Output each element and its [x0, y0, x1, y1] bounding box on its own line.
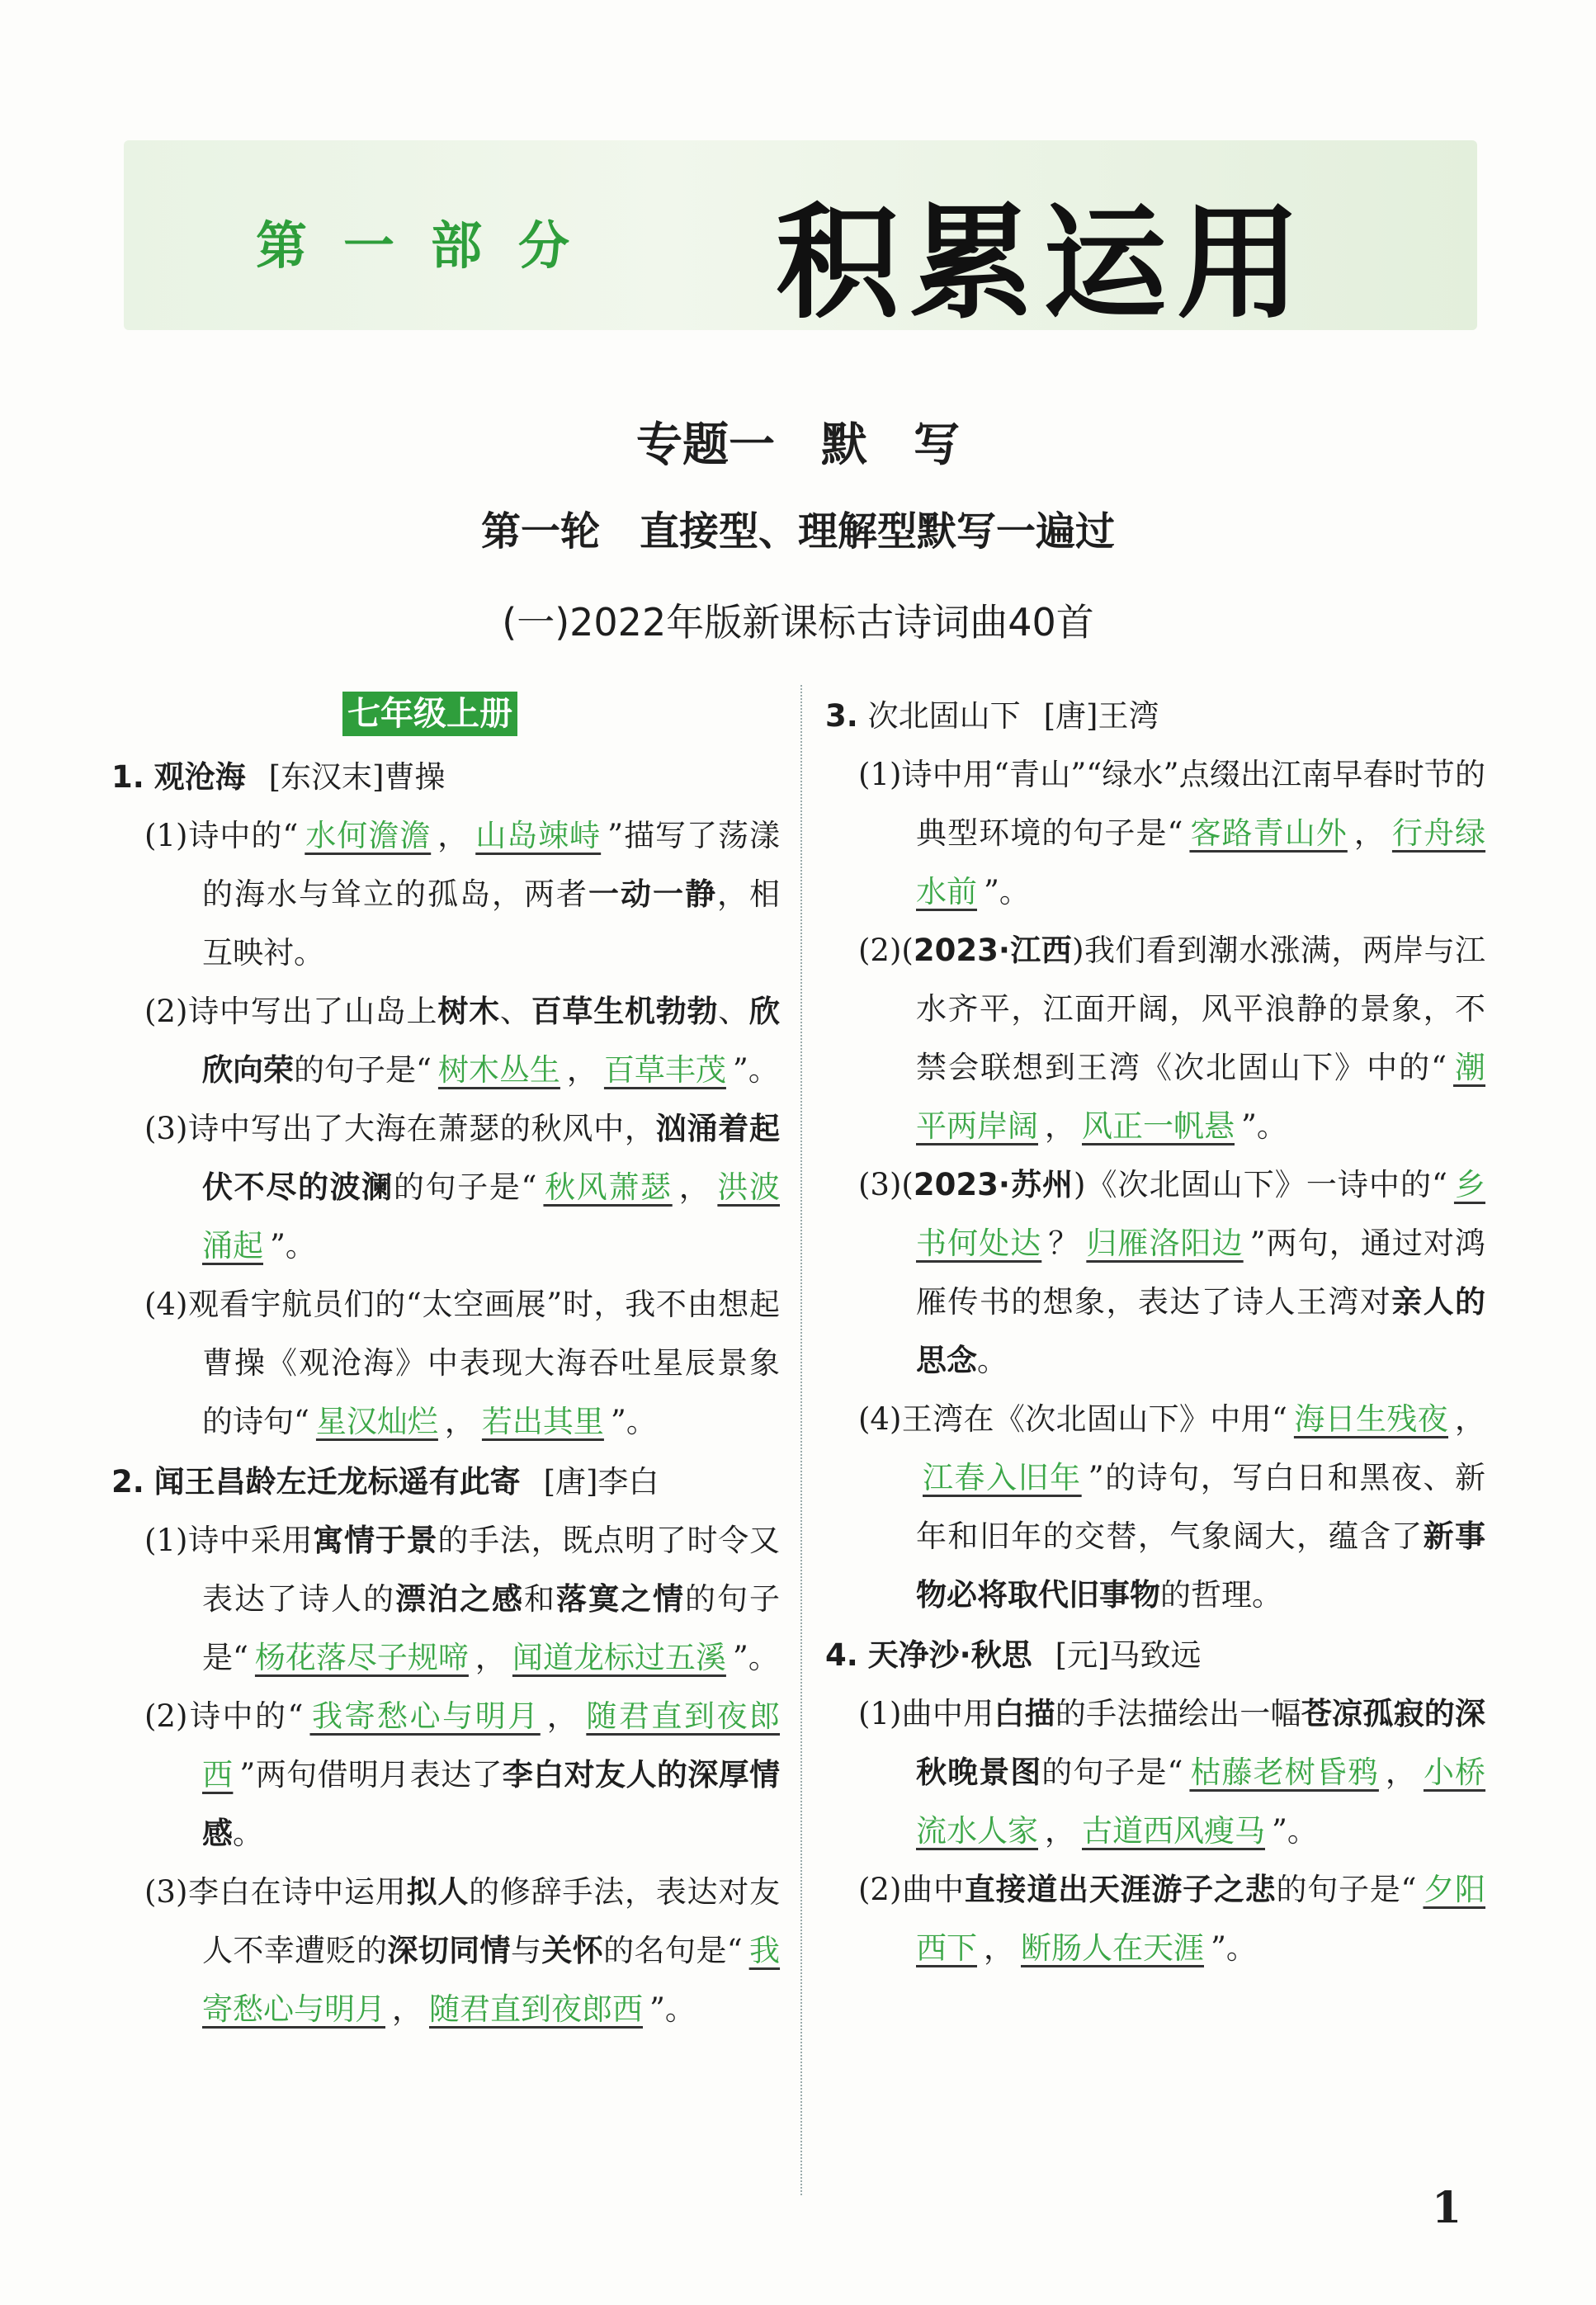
question-item: (2)诗中的“ 我寄愁心与明月 ， 随君直到夜郎西 ”两句借明月表达了李白对友人的深厚情感。 — [144, 1698, 781, 1851]
answer: 水何澹澹 — [305, 818, 432, 853]
answer: 我寄愁心与明月 — [309, 1698, 541, 1734]
answer: 洪波涌起 — [202, 1169, 781, 1263]
question-item: (4)观看宇航员们的“太空画展”时，我不由想起曹操《观沧海》中表现大海吞吐星辰景象的诗句“ 星汉灿烂 ， 若出其里 ”。 — [144, 1287, 780, 1439]
question-item: (3)(2023·苏州)《次北固山下》一诗中的“ 乡书何处达 ？ 归雁洛阳边 ”两句，通过对鸿雁传书的想象，表达了诗人王湾对亲人的思念。 — [858, 1167, 1486, 1378]
answer: 乡书何处达 — [916, 1167, 1485, 1261]
topic-title: 专题一 默 写 — [636, 418, 960, 472]
answer: 海日生残夜 — [1293, 1401, 1448, 1437]
answer: 潮平两岸阔 — [916, 1050, 1486, 1144]
question-item: (2)曲中直接道出天涯游子之悲的句子是“ 夕阳西下 ， 断肠人在天涯 ”。 — [858, 1872, 1486, 1966]
part-banner — [124, 140, 1477, 336]
answer: 若出其里 — [481, 1404, 604, 1439]
poem-title: 4. 天净沙·秋思 [元]马致远 — [825, 1637, 1202, 1673]
column-divider — [800, 685, 802, 2195]
answer: 古道西风瘦马 — [1082, 1813, 1265, 1849]
right-column — [825, 685, 1485, 1977]
answer: 杨花落尽子规啼 — [254, 1640, 469, 1675]
answer: 断肠人在天涯 — [1021, 1930, 1204, 1966]
banner-part-label: 第一部分 — [256, 215, 607, 276]
answer: 客路青山外 — [1189, 815, 1348, 851]
answer: 百草丰茂 — [603, 1052, 726, 1088]
answer: 我寄愁心与明月 — [202, 1933, 781, 2027]
question-item: (2)(2023·江西)我们看到潮水涨满，两岸与江水齐平，江面开阔，风平浪静的景象，不禁会联想到王湾《次北固山下》中的“ 潮平两岸阔 ， 风正一帆悬 ”。 — [858, 933, 1486, 1144]
left-column — [111, 685, 780, 2038]
answer: 江春入旧年 — [923, 1460, 1082, 1495]
grade-label: 七年级上册 — [342, 692, 517, 736]
answer: 风正一帆悬 — [1082, 1108, 1235, 1144]
question-item: (3)李白在诗中运用拟人的修辞手法，表达对友人不幸遭贬的深切同情与关怀的名句是“ 我寄愁心与明月 ， 随君直到夜郎西 ”。 — [144, 1874, 781, 2027]
page-number: 1 — [1432, 2183, 1462, 2233]
poem-title: 2. 闻王昌龄左迁龙标遥有此寄 [唐]李白 — [111, 1464, 659, 1500]
answer: 归雁洛阳边 — [1086, 1226, 1244, 1261]
answer: 秋风萧瑟 — [543, 1169, 673, 1205]
question-item: (4)王湾在《次北固山下》中用“ 海日生残夜 ，江春入旧年 ”的诗句，写白日和黑夜、新年和旧年的交替，气象阔大，蕴含了新事物必将取代旧事物的哲理。 — [858, 1401, 1486, 1613]
round-title: 第一轮 直接型、理解型默写一遍过 — [480, 508, 1115, 555]
question-item: (1)曲中用白描的手法描绘出一幅苍凉孤寂的深秋晚景图的句子是“ 枯藤老树昏鸦 ， 小桥流水人家 ， 古道西风瘦马 ”。 — [858, 1696, 1486, 1849]
question-item: (1)诗中的“ 水何澹澹 ， 山岛竦峙 ”描写了荡漾的海水与耸立的孤岛，两者一动一静，相互映衬。 — [144, 818, 781, 971]
question-item: (2)诗中写出了山岛上树木、百草生机勃勃、欣欣向荣的句子是“ 树木丛生 ， 百草丰茂 ”。 — [144, 994, 781, 1088]
answer: 树木丛生 — [437, 1052, 560, 1088]
poem-title: 3. 次北固山下 [唐]王湾 — [825, 698, 1159, 734]
answer: 山岛竦峙 — [475, 818, 602, 853]
poem-title: 1. 观沧海 [东汉末]曹操 — [111, 759, 446, 795]
answer: 夕阳西下 — [916, 1872, 1486, 1966]
banner-title: 积累运用 — [776, 191, 1311, 336]
question-item: (1)诗中采用寓情于景的手法，既点明了时令又表达了诗人的漂泊之感和落寞之情的句子是“ 杨花落尽子规啼 ， 闻道龙标过五溪 ”。 — [144, 1523, 781, 1675]
answer: 枯藤老树昏鸦 — [1189, 1755, 1379, 1790]
answer: 星汉灿烂 — [315, 1404, 438, 1439]
answer: 小桥流水人家 — [916, 1755, 1486, 1849]
answer: 随君直到夜郎西 — [429, 1991, 643, 2027]
answer: 闻道龙标过五溪 — [512, 1640, 726, 1675]
answer: 行舟绿水前 — [916, 815, 1486, 909]
answer: 随君直到夜郎西 — [202, 1698, 781, 1793]
question-item: (3)诗中写出了大海在萧瑟的秋风中，汹涌着起伏不尽的波澜的句子是“ 秋风萧瑟 ， 洪波涌起 ”。 — [144, 1111, 781, 1263]
question-item: (1)诗中用“青山”“绿水”点缀出江南早春时节的典型环境的句子是“ 客路青山外 ， 行舟绿水前 ”。 — [858, 757, 1486, 909]
section-title: (一)2022年版新课标古诗词曲40首 — [502, 600, 1094, 645]
